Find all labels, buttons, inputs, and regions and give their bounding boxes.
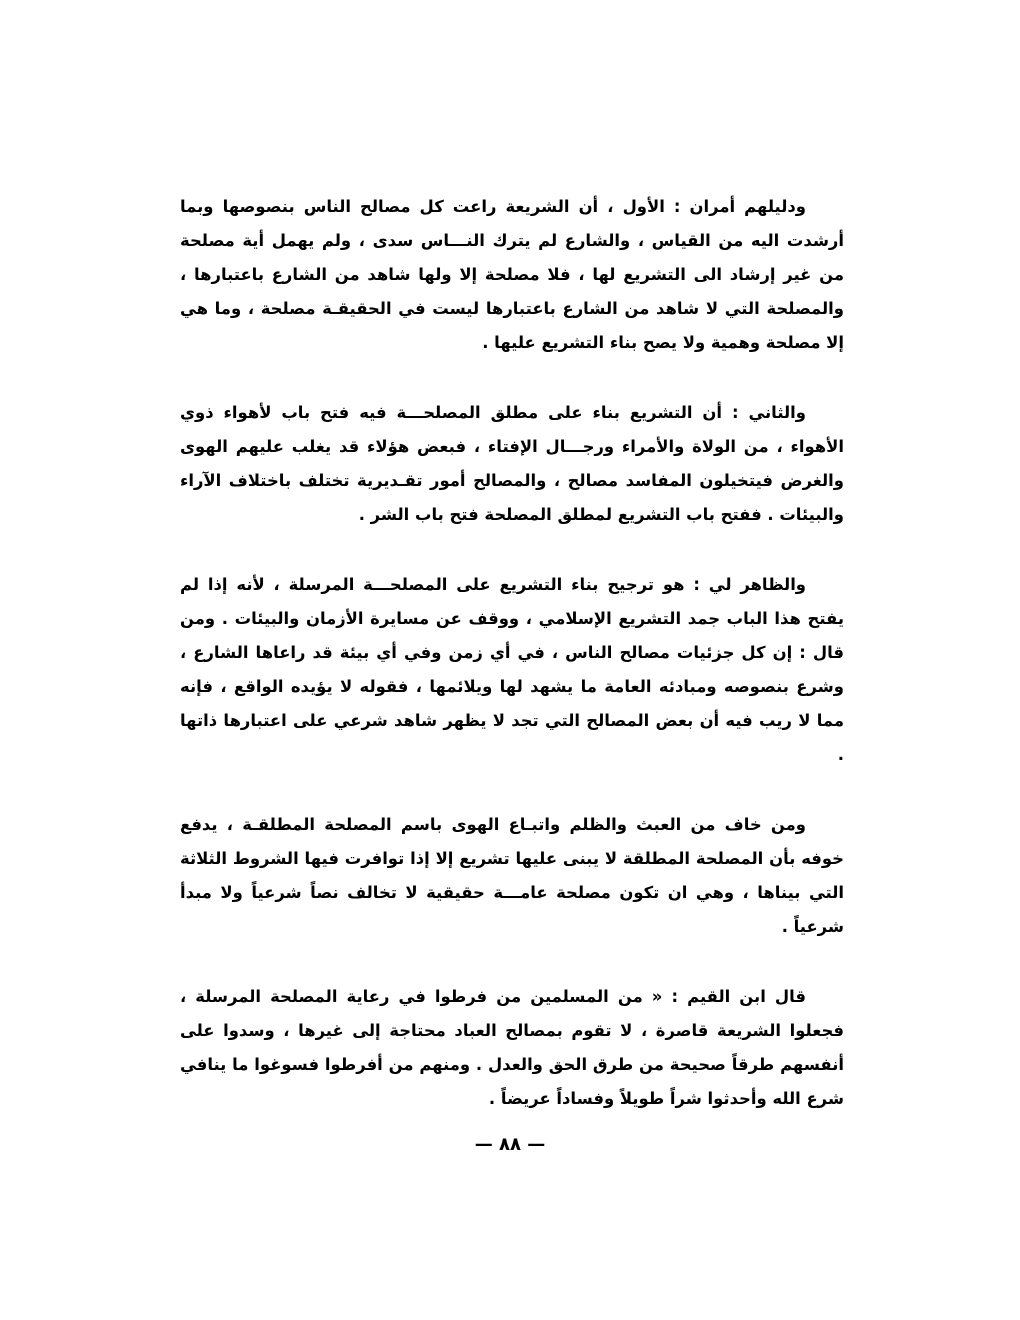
document-body <box>180 190 844 1116</box>
paragraph-evidence-two-matters: ودليلهم أمران : الأول ، أن الشريعة راعت كل مصالح الناس بنصوصها وبما أرشدت اليه من القياس ، والشارع لم يترك النـــاس سدى ، ولم يهمل أية مصلحة من غير إرشاد الى التشريع لها ، فلا مصلحة إلا ولها شاهد من الشارع باعتبارها ، والمصلحة التي لا شاهد من الشارع باعتبارها ليست في الحقيقـة مصلحة ، وما هي إلا مصلحة وهمية ولا يصح بناء التشريع عليها . <box>180 197 844 352</box>
paragraph-ibn-qayyim-quote: قال ابن القيم : « من المسلمين من فرطوا في رعاية المصلحة المرسلة ، فجعلوا الشريعة قاصرة ، لا تقوم بمصالح العباد محتاجة إلى غيرها ، وسدوا على أنفسهم طرقاً صحيحة من طرق الحق والعدل . ومنهم من أفرطوا فسوغوا ما ينافي شرع الله وأحدثوا شراً طويلاً وفساداً عريضاً . <box>180 987 844 1108</box>
paragraph-fear-of-abuse: ومن خاف من العبث والظلم واتبـاع الهوى باسم المصلحة المطلقـة ، يدفع خوفه بأن المصلحة المطلقة لا يبنى عليها تشريع إلا إذا توافرت فيها الشروط الثلاثة التي بيناها ، وهي ان تكون مصلحة عامـــة حقيقية لا تخالف نصاً شرعياً ولا مبدأ شرعياً . <box>180 815 844 936</box>
paragraph-author-opinion: والظاهر لي : هو ترجيح بناء التشريع على المصلحـــة المرسلة ، لأنه إذا لم يفتح هذا الباب جمد التشريع الإسلامي ، ووقف عن مسايرة الأزمان والبيئات . ومن قال : إن كل جزئيات مصالح الناس ، في أي زمن وفي أي بيئة قد راعاها الشارع ، وشرع بنصوصه ومبادئه العامة ما يشهد لها ويلائمها ، فقوله لا يؤيده الواقع ، فإنه مما لا ريب فيه أن بعض المصالح التي تجد لا يظهر شاهد شرعي على اعتبارها ذاتها . <box>180 575 844 764</box>
page-number: — ٨٨ — <box>474 1134 546 1155</box>
paragraph-second-reason: والثاني : أن التشريع بناء على مطلق المصلحـــة فيه فتح باب لأهواء ذوي الأهواء ، من الولاة والأمراء ورجـــال الإفتاء ، فبعض هؤلاء قد يغلب عليهم الهوى والغرض فيتخيلون المفاسد مصالح ، والمصالح أمور تقـديرية تختلف باختلاف الآراء والبيئات . ففتح باب التشريع لمطلق المصلحة فتح باب الشر . <box>180 403 844 524</box>
